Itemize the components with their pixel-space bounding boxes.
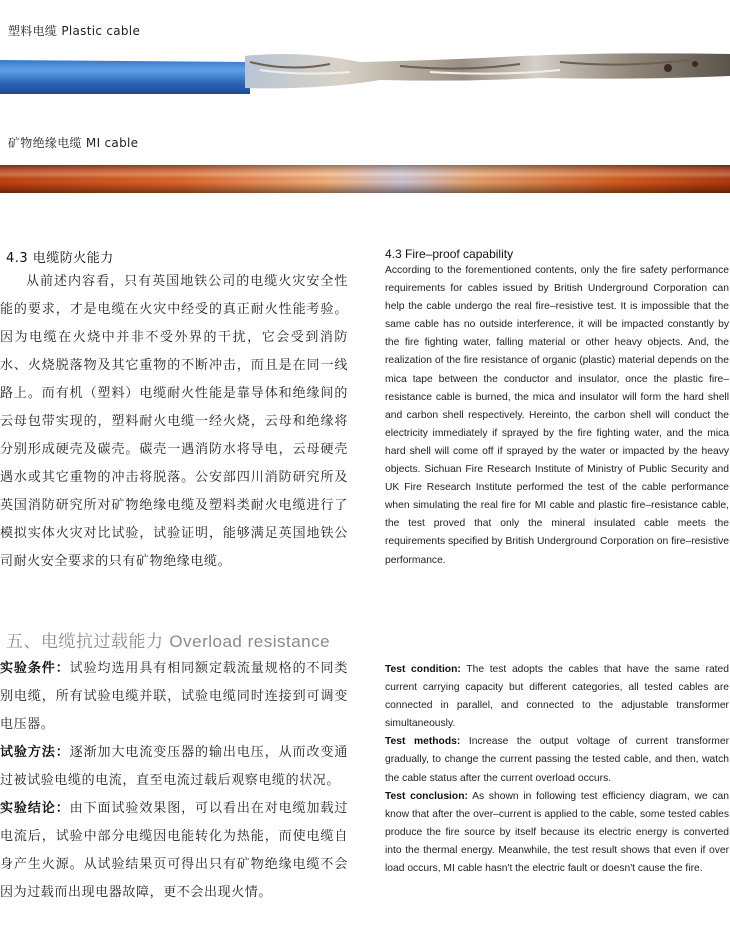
condition-label-cn: 实验条件： xyxy=(0,661,70,676)
method-text-cn: 逐渐加大电流变压器的输出电压，从而改变通过被试验电缆的电流，直至电流过载后观察电缆的状况。 xyxy=(0,745,348,788)
plastic-cable-caption: 塑料电缆 Plastic cable xyxy=(8,24,141,38)
method-label-cn: 试验方法： xyxy=(0,745,70,760)
conclusion-text-en: As shown in following test efficiency diagram, we can know that after the over–current is applied to the cable, some tested cables produce the fire source by itself because its electric energy is converted into the thermal energy. Meanwhile, the test result shows that even if over load occurs, MI cable hasn't the electric fault or doesn't cause the fire. xyxy=(385,790,729,875)
conclusion-label-cn: 实验结论： xyxy=(0,801,70,816)
overload-title-en: Overload resistance xyxy=(169,632,331,651)
condition-label-en: Test condition: xyxy=(385,664,461,675)
fire-heading-cn: 4.3 电缆防火能力 xyxy=(6,251,114,266)
overload-cn-conclusion xyxy=(0,795,348,907)
overload-en-column xyxy=(385,661,729,878)
mi-cable-caption: 矿物绝缘电缆 MI cable xyxy=(8,136,139,150)
fire-heading-en: 4.3 Fire–proof capability xyxy=(385,247,514,261)
condition-text-en: The test adopts the cables that have the same rated current carrying capacity but different categories, all tested cables are connected in parallel, and connected to the adjustable transformer simultaneously. xyxy=(385,664,729,730)
conclusion-text-cn: 由下面试验效果图，可以看出在对电缆加载过电流后，试验中部分电缆因电能转化为热能，而使电缆自身产生火源。从试验结果页可得出只有矿物绝缘电缆不会因为过载而出现电器故障，更不会出现火情。 xyxy=(0,801,348,900)
method-text-en: Increase the output voltage of current transformer gradually, to change the current passing the tested cable, and then, watch the cable status after the current overload occurs. xyxy=(385,736,729,784)
overload-en-conclusion xyxy=(385,788,729,878)
overload-en-condition xyxy=(385,661,729,733)
conclusion-label-en: Test conclusion: xyxy=(385,790,468,802)
mi-cable-image xyxy=(0,159,730,199)
method-label-en: Test methods: xyxy=(385,736,461,748)
overload-en-method xyxy=(385,733,729,787)
overload-cn-column xyxy=(0,655,348,907)
fire-body-cn: 从前述内容看，只有英国地铁公司的电缆火灾安全性能的要求，才是电缆在火灾中经受的真正耐火性能考验。因为电缆在火烧中并非不受外界的干扰，它会受到消防水、火烧脱落物及其它重物的不断冲击，而且是在同一线路上。而有机（塑料）电缆耐火性能是靠导体和绝缘间的云母包带实现的，塑料耐火电缆一经火烧，云母和绝缘将分别形成硬壳及碳壳。碳壳一遇消防水将导电，云母硬壳遇水或其它重物的冲击将脱落。公安部四川消防研究所及英国消防研究所对矿物绝缘电缆及塑料类耐火电缆进行了模拟实体火灾对比试验，试验证明，能够满足英国地铁公司耐火安全要求的只有矿物绝缘电缆。 xyxy=(0,274,348,569)
overload-cn-method xyxy=(0,739,348,795)
condition-text-cn: 试验均选用具有相同额定载流量规格的不同类别电缆，所有试验电缆并联，试验电缆同时连接到可调变电压器。 xyxy=(0,661,348,732)
plastic-cable-image xyxy=(0,42,730,94)
overload-cn-condition xyxy=(0,655,348,739)
overload-title-cn: 五、电缆抗过载能力 xyxy=(6,632,164,652)
overload-section-title xyxy=(6,627,330,652)
fire-body-en: According to the forementioned contents, only the fire safety performance requirements for cables issued by British Underground Corporation can help the cable undergo the real fire–resistive test. It is impossible that the same cable has no outside interference, it will be impacted constantly by the fire fighting water, falling material or other heavy objects. And, the realization of the fire resistance of organic (plastic) material depends on the mica tape between the conductor and insulator, once the plastic fire–resistance cable is burned, the mica and insulator will form the hard shell and carbon shell respectively. Hereinto, the carbon shell will conduct the electricity immediately if sprayed by the fire fighting water, and the mica hard shell will come off if sprayed by the water or impacted by the heavy objects. Sichuan Fire Research Institute of Ministry of Public Security and UK Fire Research Institute performed the test of the cable performance when simulating the real fire for MI cable and plastic fire–resistance cable, the test proved that only the mineral insulated cable meets the requirements specified by British Underground Corporation on fire–resistive performance. xyxy=(385,265,729,566)
